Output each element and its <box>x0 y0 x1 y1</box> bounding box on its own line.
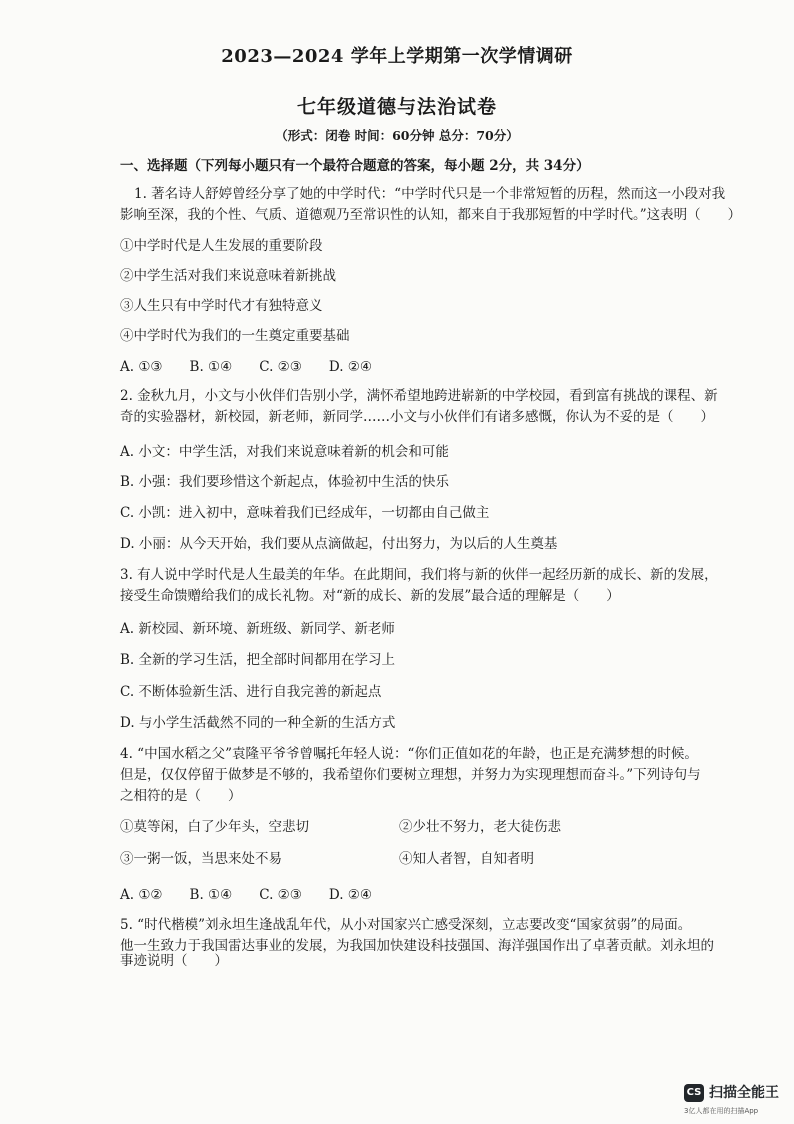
q4-statement-2: ②少壮不努力，老大徒伤悲 <box>399 819 561 835</box>
q2-option-d: D. 小丽：从今天开始，我们要从点滴做起，付出努力，为以后的人生奠基 <box>120 536 558 552</box>
q4-statement-4: ④知人者智，自知者明 <box>399 851 534 867</box>
q2-stem-line1: 2. 金秋九月，小文与小伙伴们告别小学，满怀希望地跨进崭新的中学校园，看到富有挑战的课程、新 <box>120 388 718 404</box>
q1-stem-line2: 影响至深，我的个性、气质、道德观乃至常识性的认知，都来自于我那短暂的中学时代。”这表明（ ） <box>120 207 742 223</box>
q4-stem-line3: 之相符的是（ ） <box>120 788 242 804</box>
q4-options: A. ①② B. ①④ C. ②③ D. ②④ <box>120 887 373 903</box>
q1-statement-2: ②中学生活对我们来说意味着新挑战 <box>120 268 336 284</box>
camscanner-logo-icon: CS <box>684 1084 704 1102</box>
q4-statement-1: ①莫等闲，白了少年头，空悲切 <box>120 819 309 835</box>
exam-info: （形式：闭卷 时间：60分钟 总分：70分） <box>275 128 519 143</box>
q1-statement-1: ①中学时代是人生发展的重要阶段 <box>120 238 323 254</box>
q1-stem-line1: 1. 著名诗人舒婷曾经分享了她的中学时代：“中学时代只是一个非常短暂的历程，然而这一小段对我 <box>134 186 726 202</box>
exam-subtitle: 七年级道德与法治试卷 <box>296 96 497 118</box>
camscanner-name: 扫描全能王 <box>709 1085 779 1101</box>
q4-stem-line2: 但是，仅仅停留于做梦是不够的，我希望你们要树立理想，并努力为实现理想而奋斗。”下列诗句与 <box>120 767 701 783</box>
q5-stem-line1: 5. “时代楷模”刘永坦生逢战乱年代，从小对国家兴亡感受深刻，立志要改变“国家贫弱”的局面。 <box>120 917 692 933</box>
q3-stem-line2: 接受生命馈赠给我们的成长礼物。对“新的成长、新的发展”最合适的理解是（ ） <box>120 588 620 604</box>
q1-statement-3: ③人生只有中学时代才有独特意义 <box>120 298 323 314</box>
q1-statement-4: ④中学时代为我们的一生奠定重要基础 <box>120 328 350 344</box>
q3-option-c: C. 不断体验新生活、进行自我完善的新起点 <box>120 684 382 700</box>
q5-stem-line2: 他一生致力于我国雷达事业的发展，为我国加快建设科技强国、海洋强国作出了卓著贡献。刘永坦的 <box>120 938 714 954</box>
q3-option-a: A. 新校园、新环境、新班级、新同学、新老师 <box>120 621 395 637</box>
q3-option-d: D. 与小学生活截然不同的一种全新的生活方式 <box>120 715 396 731</box>
exam-title: 2023—2024 学年上学期第一次学情调研 <box>221 46 573 67</box>
q4-statement-3: ③一粥一饭，当思来处不易 <box>120 851 282 867</box>
q2-option-b: B. 小强：我们要珍惜这个新起点，体验初中生活的快乐 <box>120 474 450 490</box>
q2-option-a: A. 小文：中学生活，对我们来说意味着新的机会和可能 <box>120 444 449 460</box>
q5-stem-line3-cut: 事迹说明（ ） <box>120 953 228 969</box>
q3-option-b: B. 全新的学习生活，把全部时间都用在学习上 <box>120 652 396 668</box>
q2-option-c: C. 小凯：进入初中，意味着我们已经成年，一切都由自己做主 <box>120 505 490 521</box>
section-heading: 一、选择题（下列每小题只有一个最符合题意的答案，每小题 2分，共 34分） <box>120 158 590 174</box>
q2-stem-line2: 奇的实验器材，新校园，新老师，新同学……小文与小伙伴们有诸多感慨，你认为不妥的是（ ） <box>120 409 714 425</box>
q1-options: A. ①③ B. ①④ C. ②③ D. ②④ <box>120 359 373 375</box>
q3-stem-line1: 3. 有人说中学时代是人生最美的年华。在此期间，我们将与新的伙伴一起经历新的成长、新的发展， <box>120 567 718 583</box>
camscanner-tagline: 3亿人都在用的扫描App <box>684 1107 759 1115</box>
q4-stem-line1: 4. “中国水稻之父”袁隆平爷爷曾嘱托年轻人说：“你们正值如花的年龄，也正是充满梦想的时候。 <box>120 746 698 762</box>
